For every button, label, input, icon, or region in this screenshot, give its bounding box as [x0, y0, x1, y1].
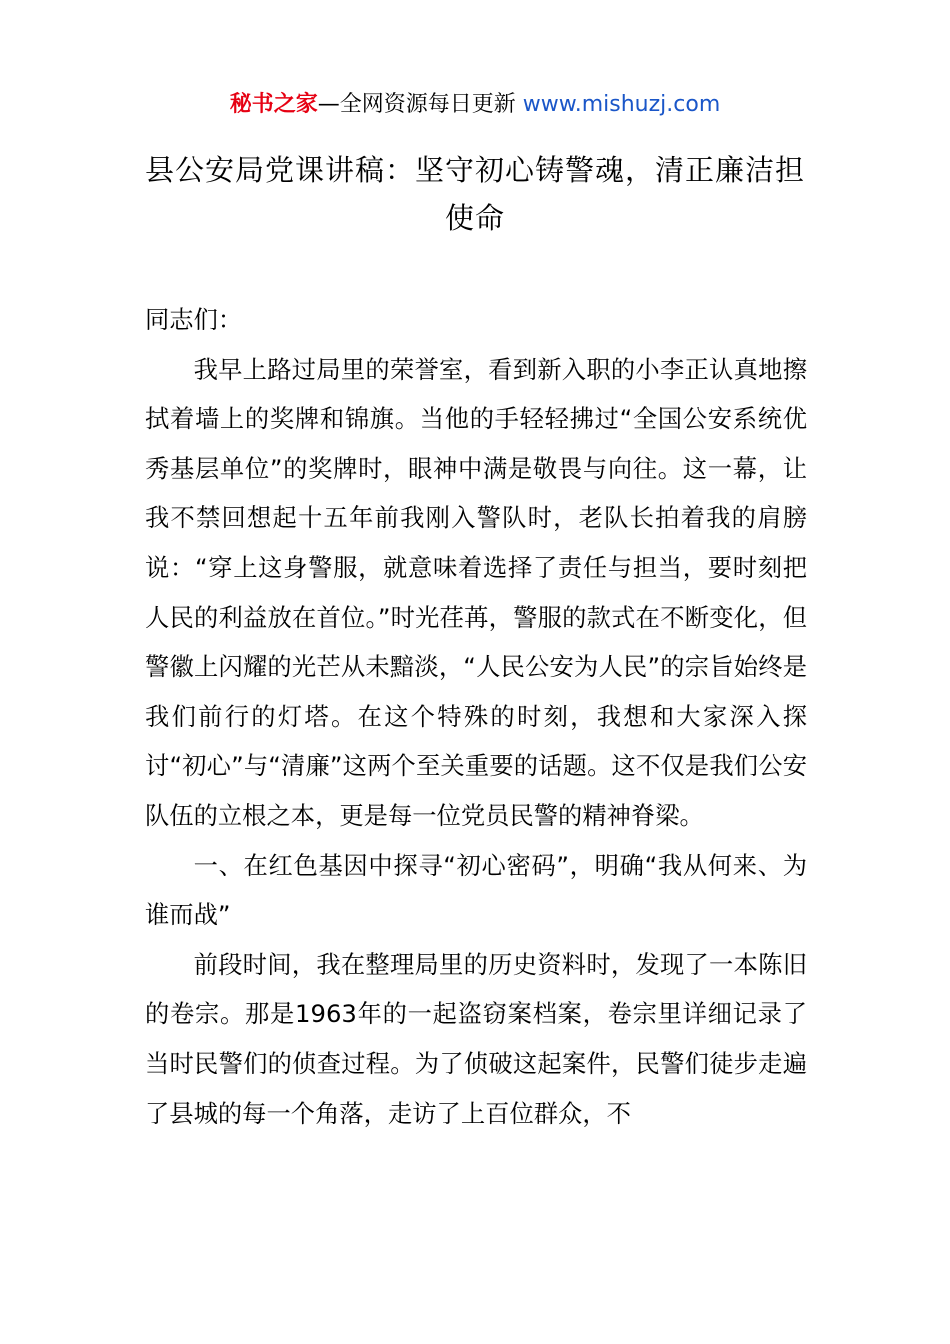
- document-title: 县公安局党课讲稿：坚守初心铸警魂，清正廉洁担使命: [144, 153, 805, 235]
- site-header: [0, 88, 950, 122]
- paragraph-intro: 我早上路过局里的荣誉室，看到新入职的小李正认真地擦拭着墙上的奖牌和锦旗。当他的手轻轻拂过“全国公安系统优秀基层单位”的奖牌时，眼神中满是敬畏与向往。这一幕，让我不禁回想起十五年前我刚入警队时，老队长拍着我的肩膀说：“穿上这身警服，就意味着选择了责任与担当，要时刻把人民的利益放在首位。”时光荏苒，警服的款式在不断变化，但警徽上闪耀的光芒从未黯淡，“人民公安为人民”的宗旨始终是我们前行的灯塔。在这个特殊的时刻，我想和大家深入探讨“初心”与“清廉”这两个至关重要的话题。这不仅是我们公安队伍的立根之本，更是每一位党员民警的精神脊梁。: [145, 354, 807, 830]
- brand-name: 秘书之家: [229, 92, 318, 117]
- document-body: [145, 295, 807, 1138]
- salutation: 同志们：: [145, 305, 243, 334]
- site-url-link[interactable]: www.mishuzj.com: [522, 92, 721, 117]
- section-heading-1: 一、在红色基因中探寻“初心密码”，明确“我从何来、为谁而战”: [145, 850, 807, 930]
- paragraph-history: 前段时间，我在整理局里的历史资料时，发现了一本陈旧的卷宗。那是1963年的一起盗窃案档案，卷宗里详细记录了当时民警们的侦查过程。为了侦破这起案件，民警们徒步走遍了县城的每一个角落，走访了上百位群众，不: [145, 949, 807, 1128]
- header-tagline: —全网资源每日更新: [317, 92, 523, 117]
